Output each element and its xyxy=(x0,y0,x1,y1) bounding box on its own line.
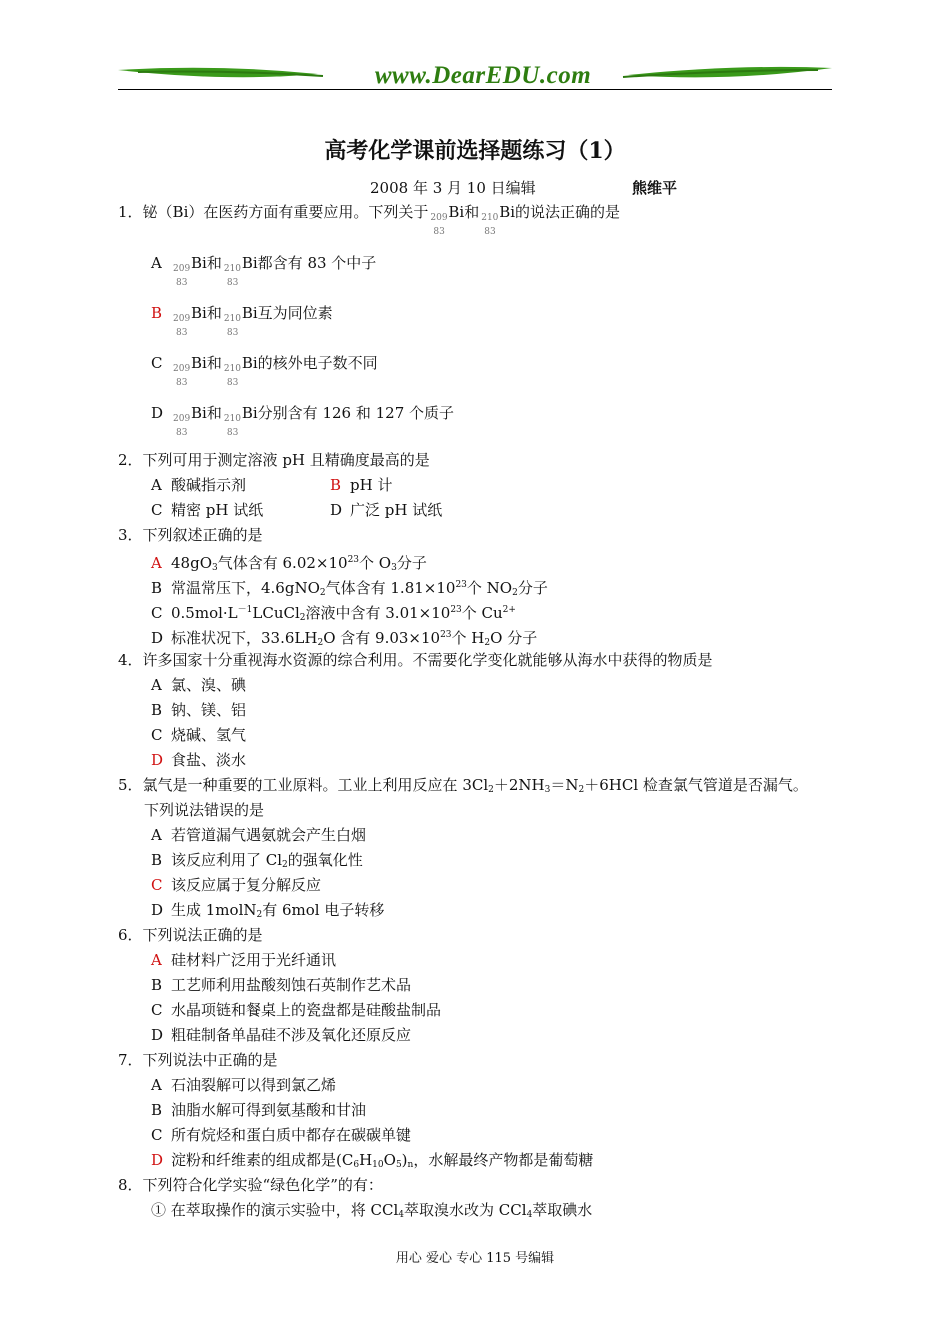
and-text: 和 xyxy=(206,304,222,322)
option-text: 常温常压下，4.6gNO xyxy=(171,579,320,597)
stem-text: ＋6HCl 检查氯气管道是否漏气。 xyxy=(584,776,808,794)
q6-option-d[interactable] xyxy=(151,1025,411,1045)
element-symbol: Bi xyxy=(499,203,516,221)
option-text: O xyxy=(383,1151,396,1169)
option-text: 烧碱、氢气 xyxy=(171,726,247,744)
q5-option-c[interactable] xyxy=(151,875,321,895)
option-text: H xyxy=(359,1151,373,1169)
option-text: 的核外电子数不同 xyxy=(257,354,378,372)
option-text: ) xyxy=(401,1151,408,1169)
superscript: 23 xyxy=(450,605,462,615)
option-letter: D xyxy=(151,1026,164,1044)
option-letter: B xyxy=(151,976,163,994)
option-text: 的强氧化性 xyxy=(287,851,363,869)
option-letter: B xyxy=(151,1101,163,1119)
q1-option-d[interactable] xyxy=(151,403,455,438)
option-letter-answer: A xyxy=(151,951,162,969)
question-4-stem: 4．许多国家十分重视海水资源的综合利用。不需要化学变化就能够从海水中获得的物质是 xyxy=(118,651,713,669)
option-text: 氯、溴、碘 xyxy=(171,676,247,694)
option-text: O 分子 xyxy=(490,629,538,647)
q3-option-b[interactable] xyxy=(151,575,548,603)
option-letter: D xyxy=(151,629,164,647)
option-letter-answer: C xyxy=(151,876,163,894)
stem-text: 5．氯气是一种重要的工业原料。工业上利用反应在 3Cl xyxy=(118,776,489,794)
q4-option-d[interactable] xyxy=(151,750,246,770)
superscript: 23 xyxy=(455,580,467,590)
element-symbol: Bi xyxy=(191,354,207,372)
atomic-number: 83 xyxy=(176,428,188,438)
option-letter: C xyxy=(151,1126,163,1144)
option-text: 该反应属于复分解反应 xyxy=(171,876,322,894)
q4-option-b[interactable] xyxy=(151,700,246,720)
q4-option-c[interactable] xyxy=(151,725,246,745)
mass-number: 209 xyxy=(173,264,191,274)
subscript: 2 xyxy=(488,785,494,795)
option-letter: B xyxy=(151,701,163,719)
nuclide-210 xyxy=(222,353,242,388)
nuclide-209 xyxy=(171,403,191,438)
mass-number: 210 xyxy=(481,213,499,223)
subscript: 2 xyxy=(299,613,306,623)
option-letter: A xyxy=(151,254,162,272)
option-letter-answer: B xyxy=(151,304,163,322)
subscript: 5 xyxy=(395,1160,402,1170)
option-text: 标准状况下，33.6LH xyxy=(171,629,318,647)
and-text: 和 xyxy=(206,354,222,372)
page-footer: 用心 爱心 专心 115 号编辑 xyxy=(395,1251,555,1266)
mass-number: 209 xyxy=(173,414,191,424)
q1-option-a[interactable] xyxy=(151,253,377,288)
subscript: 2 xyxy=(282,860,288,870)
subscript: 2 xyxy=(512,588,518,598)
atomic-number: 83 xyxy=(226,328,239,338)
option-text: 个 NO xyxy=(466,579,513,597)
subscript: 3 xyxy=(212,563,218,573)
option-letter: D xyxy=(330,501,343,519)
question-8-stem: 8．下列符合化学实验“绿色化学”的有： xyxy=(118,1176,383,1194)
q4-option-a[interactable] xyxy=(151,675,246,695)
option-text: 水晶项链和餐桌上的瓷盘都是硅酸盐制品 xyxy=(171,1001,442,1019)
atomic-number: 83 xyxy=(484,227,496,237)
atomic-number: 83 xyxy=(176,278,188,288)
subscript: 3 xyxy=(391,563,397,573)
question-6-stem: 6．下列说法正确的是 xyxy=(118,926,263,944)
q3-option-c[interactable] xyxy=(151,600,516,628)
element-symbol: Bi xyxy=(191,304,207,322)
stem-text: ＋2NH xyxy=(493,776,545,794)
element-symbol: Bi xyxy=(241,354,258,372)
option-text: 硅材料广泛用于光纤通讯 xyxy=(171,951,337,969)
nuclide-209 xyxy=(171,353,191,388)
mass-number: 209 xyxy=(173,314,191,324)
q7-option-a[interactable] xyxy=(151,1075,336,1095)
stem-text: 的说法正确的是 xyxy=(515,203,621,221)
question-5-stem xyxy=(118,775,808,800)
option-text: 分子 xyxy=(396,554,427,572)
q8-item-1[interactable] xyxy=(151,1200,592,1225)
q7-option-d[interactable] xyxy=(151,1150,593,1175)
option-text: 分别含有 126 和 127 个质子 xyxy=(257,404,455,422)
subscript: n xyxy=(407,1160,414,1170)
site-name[interactable]: www.DearEDU.com xyxy=(374,62,592,89)
option-letter: C xyxy=(151,604,163,622)
subscript: 4 xyxy=(398,1210,405,1220)
option-letter: A xyxy=(151,826,162,844)
subscript: 2 xyxy=(319,588,326,598)
element-symbol: Bi xyxy=(241,304,258,322)
superscript: 23 xyxy=(440,630,452,640)
stem-text: 1．铋（Bi）在医药方面有重要应用。下列关于 xyxy=(118,203,429,221)
subscript: 10 xyxy=(372,1160,384,1170)
option-letter: A xyxy=(151,476,162,494)
q6-option-a[interactable] xyxy=(151,950,336,970)
and-text: 和 xyxy=(206,404,222,422)
option-letter: A xyxy=(151,676,162,694)
q1-option-c[interactable] xyxy=(151,353,378,388)
nuclide-209 xyxy=(428,202,448,237)
option-text: 个 Cu xyxy=(461,604,503,622)
option-letter: C xyxy=(151,726,163,744)
mass-number: 210 xyxy=(223,314,242,324)
q5-option-a[interactable] xyxy=(151,825,366,845)
option-text: 生成 1molN xyxy=(171,901,257,919)
option-text: 酸碱指示剂 xyxy=(171,476,247,494)
option-letter: B xyxy=(151,851,163,869)
atomic-number: 83 xyxy=(176,378,188,388)
question-7-stem: 7．下列说法中正确的是 xyxy=(118,1051,278,1069)
option-text: 精密 pH 试纸 xyxy=(171,501,264,519)
option-text: 48gO xyxy=(171,554,212,572)
q2-option-c[interactable] xyxy=(151,500,263,520)
option-letter: D xyxy=(151,901,164,919)
nuclide-209 xyxy=(171,303,191,338)
option-text: 广泛 pH 试纸 xyxy=(350,501,443,519)
mass-number: 210 xyxy=(223,414,242,424)
superscript: 2+ xyxy=(502,605,516,615)
option-letter: C xyxy=(151,354,163,372)
nuclide-210 xyxy=(222,303,242,338)
subscript: 2 xyxy=(256,910,263,920)
option-letter-answer: D xyxy=(151,751,164,769)
atomic-number: 83 xyxy=(433,227,445,237)
item-text: ① 在萃取操作的演示实验中，将 CCl xyxy=(151,1201,399,1219)
element-symbol: Bi xyxy=(241,404,258,422)
item-text: 萃取碘水 xyxy=(532,1201,593,1219)
option-text: 钠、镁、铝 xyxy=(171,701,247,719)
element-symbol: Bi xyxy=(448,203,465,221)
option-letter-answer: D xyxy=(151,1151,164,1169)
atomic-number: 83 xyxy=(226,428,239,438)
option-letter: A xyxy=(151,1076,162,1094)
header-rule xyxy=(118,89,832,90)
q7-option-c[interactable] xyxy=(151,1125,411,1145)
option-letter: C xyxy=(151,501,163,519)
q3-option-a[interactable] xyxy=(151,550,427,578)
q2-option-d[interactable] xyxy=(330,500,442,520)
option-letter: C xyxy=(151,1001,163,1019)
question-3-stem: 3．下列叙述正确的是 xyxy=(118,526,263,544)
and-text: 和 xyxy=(206,254,222,272)
option-text: 溶液中含有 3.01×10 xyxy=(305,604,451,622)
option-text: 0.5mol·L xyxy=(171,604,238,622)
author-name: 熊维平 xyxy=(632,179,678,197)
subscript: 2 xyxy=(578,785,585,795)
option-letter-answer: A xyxy=(151,554,162,572)
question-5-stem-2: 下列说法错误的是 xyxy=(144,801,265,819)
q2-option-b[interactable] xyxy=(330,475,392,495)
option-text: O 含有 9.03×10 xyxy=(323,629,441,647)
option-letter: B xyxy=(151,579,163,597)
q7-option-b[interactable] xyxy=(151,1100,366,1120)
option-text: 个 H xyxy=(451,629,485,647)
option-text: pH 计 xyxy=(350,476,393,494)
atomic-number: 83 xyxy=(226,378,239,388)
option-text: 气体含有 1.81×10 xyxy=(325,579,456,597)
mass-number: 209 xyxy=(430,213,448,223)
question-1-stem xyxy=(118,202,621,237)
nuclide-209 xyxy=(171,253,191,288)
option-letter: D xyxy=(151,404,164,422)
subscript: 3 xyxy=(544,785,551,795)
nuclide-210 xyxy=(479,202,499,237)
q6-option-c[interactable] xyxy=(151,1000,441,1020)
subscript: 2 xyxy=(317,638,324,648)
edit-date: 2008 年 3 月 10 日编辑 xyxy=(370,179,536,197)
mass-number: 210 xyxy=(223,264,242,274)
nuclide-210 xyxy=(222,253,242,288)
option-text: 互为同位素 xyxy=(257,304,333,322)
option-text: 有 6mol 电子转移 xyxy=(262,901,385,919)
page-title: 高考化学课前选择题练习（1） xyxy=(324,138,626,164)
option-text: 淀粉和纤维素的组成都是(C xyxy=(171,1151,354,1169)
option-text: 石油裂解可以得到氯乙烯 xyxy=(171,1076,337,1094)
option-text: 都含有 83 个中子 xyxy=(257,254,377,272)
option-text: LCuCl xyxy=(252,604,300,622)
option-text: 油脂水解可得到氨基酸和甘油 xyxy=(171,1101,367,1119)
and-text: 和 xyxy=(464,203,480,221)
superscript: －1 xyxy=(237,605,253,615)
option-text: 该反应利用了 Cl xyxy=(171,851,283,869)
option-text: 粗硅制备单晶硅不涉及氧化还原反应 xyxy=(171,1026,412,1044)
atomic-number: 83 xyxy=(226,278,239,288)
element-symbol: Bi xyxy=(241,254,258,272)
item-text: 萃取溴水改为 CCl xyxy=(404,1201,527,1219)
q2-option-a[interactable] xyxy=(151,475,246,495)
stem-text: ＝N xyxy=(550,776,579,794)
option-text: 个 O xyxy=(359,554,392,572)
element-symbol: Bi xyxy=(191,404,207,422)
mass-number: 210 xyxy=(223,364,242,374)
option-text: 食盐、淡水 xyxy=(171,751,247,769)
option-text: 分子 xyxy=(517,579,548,597)
atomic-number: 83 xyxy=(176,328,188,338)
option-text: 工艺师利用盐酸刻蚀石英制作艺术品 xyxy=(171,976,412,994)
q5-option-b[interactable] xyxy=(151,850,363,875)
mass-number: 209 xyxy=(173,364,191,374)
question-2-stem: 2．下列可用于测定溶液 pH 且精确度最高的是 xyxy=(118,451,430,469)
option-text: 所有烷烃和蛋白质中都存在碳碳单键 xyxy=(171,1126,412,1144)
q6-option-b[interactable] xyxy=(151,975,411,995)
option-letter-answer: B xyxy=(330,476,342,494)
q3-option-d[interactable] xyxy=(151,625,537,653)
q1-option-b[interactable] xyxy=(151,303,333,338)
subscript: 2 xyxy=(484,638,491,648)
nuclide-210 xyxy=(222,403,242,438)
option-text: ，水解最终产物都是葡萄糖 xyxy=(413,1151,594,1169)
option-text: 若管道漏气遇氨就会产生白烟 xyxy=(171,826,367,844)
element-symbol: Bi xyxy=(191,254,207,272)
option-text: 气体含有 6.02×10 xyxy=(217,554,348,572)
site-header xyxy=(118,60,832,94)
superscript: 23 xyxy=(347,555,360,565)
subscript: 4 xyxy=(526,1210,533,1220)
q5-option-d[interactable] xyxy=(151,900,384,925)
subscript: 6 xyxy=(353,1160,360,1170)
